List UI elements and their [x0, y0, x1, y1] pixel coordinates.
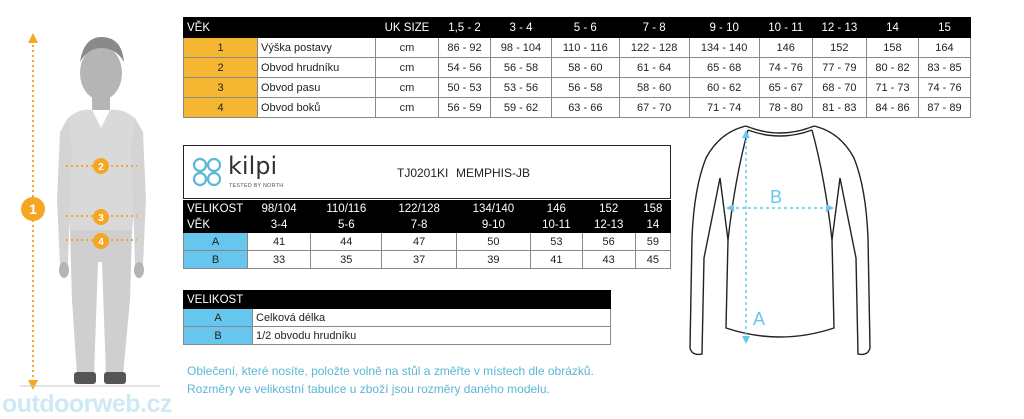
size-chart-row	[184, 38, 971, 58]
brand-tagline: TESTED BY NORTH	[229, 183, 284, 189]
height-arrow-bottom	[28, 380, 38, 390]
age-cell: 5-6	[311, 217, 382, 233]
cell: 35	[311, 251, 382, 269]
cell: 134 - 140	[689, 38, 759, 58]
cell: 56 - 58	[552, 78, 620, 98]
header-size: 12 - 13	[812, 18, 866, 38]
brand-name: kilpi	[228, 152, 278, 180]
header-vek: VĚK	[184, 18, 258, 38]
size-cell: 158	[635, 201, 670, 217]
cell: 67 - 70	[619, 98, 689, 118]
cell: 50 - 53	[439, 78, 491, 98]
size-cell: 110/116	[311, 201, 382, 217]
model-age-row	[184, 217, 671, 233]
model-row-a	[184, 233, 671, 251]
legend-row	[184, 327, 611, 345]
figure-pants	[70, 230, 132, 375]
legend-row	[184, 309, 611, 327]
cell: 164	[918, 38, 970, 58]
cell: 68 - 70	[812, 78, 866, 98]
cell: 59	[635, 233, 670, 251]
header-size: 15	[918, 18, 970, 38]
cell: 37	[382, 251, 456, 269]
cell: 54 - 56	[439, 58, 491, 78]
cell: 110 - 116	[552, 38, 620, 58]
age-cell: 7-8	[382, 217, 456, 233]
cell: 122 - 128	[619, 38, 689, 58]
cell: 158	[866, 38, 918, 58]
cell: 86 - 92	[439, 38, 491, 58]
watermark-logo: outdoorweb.cz	[2, 390, 172, 418]
cell: 59 - 62	[490, 98, 551, 118]
product-name: MEMPHIS-JB	[456, 166, 531, 180]
model-size-row	[184, 201, 671, 217]
cell: 50	[456, 233, 530, 251]
row-label: Obvod hrudníku	[258, 58, 376, 78]
size-cell: 98/104	[248, 201, 311, 217]
marker-3-label: 3	[98, 213, 104, 224]
figure-head	[80, 46, 122, 100]
cell: 71 - 73	[866, 78, 918, 98]
legend-header-row	[184, 291, 611, 309]
cell: 80 - 82	[866, 58, 918, 78]
measure-b-label: B	[770, 187, 783, 207]
model-row-b	[184, 251, 671, 269]
marker-2-label: 2	[98, 162, 104, 173]
shirt-diagram	[680, 118, 880, 368]
velikost-label: VELIKOST	[184, 201, 248, 217]
row-label: B	[184, 251, 248, 269]
cell: 58 - 60	[619, 78, 689, 98]
cell: 56	[582, 233, 635, 251]
size-chart-row	[184, 78, 971, 98]
row-unit: cm	[376, 58, 439, 78]
shirt-outline	[690, 126, 870, 354]
marker-4-label: 4	[98, 237, 104, 248]
cell: 71 - 74	[689, 98, 759, 118]
row-unit: cm	[376, 38, 439, 58]
header-size: 9 - 10	[689, 18, 759, 38]
note-line-1: Oblečení, které nosíte, položte volně na stůl a změřte v místech dle obrázků.	[187, 364, 594, 378]
size-cell: 152	[582, 201, 635, 217]
cell: 152	[812, 38, 866, 58]
cell: 41	[531, 251, 583, 269]
cell: 78 - 80	[759, 98, 812, 118]
age-cell: 12-13	[582, 217, 635, 233]
cell: 98 - 104	[490, 38, 551, 58]
row-number: 3	[184, 78, 258, 98]
row-number: 1	[184, 38, 258, 58]
kilpi-logo-icon	[190, 155, 224, 189]
row-label: Výška postavy	[258, 38, 376, 58]
cell: 61 - 64	[619, 58, 689, 78]
cell: 41	[248, 233, 311, 251]
size-chart-table	[183, 17, 971, 118]
header-blank	[258, 18, 376, 38]
cell: 63 - 66	[552, 98, 620, 118]
cell: 44	[311, 233, 382, 251]
cell: 43	[582, 251, 635, 269]
header-uk-size: UK SIZE	[376, 18, 439, 38]
cell: 65 - 68	[689, 58, 759, 78]
child-figure-diagram	[0, 0, 180, 418]
cell: 77 - 79	[812, 58, 866, 78]
legend-header: VELIKOST	[184, 291, 611, 309]
cell: 81 - 83	[812, 98, 866, 118]
size-cell: 122/128	[382, 201, 456, 217]
age-cell: 3-4	[248, 217, 311, 233]
row-unit: cm	[376, 78, 439, 98]
product-code: TJ0201KI	[397, 166, 449, 180]
size-chart-row	[184, 58, 971, 78]
row-label: Obvod boků	[258, 98, 376, 118]
row-unit: cm	[376, 98, 439, 118]
measure-a-label: A	[753, 309, 766, 329]
header-size: 5 - 6	[552, 18, 620, 38]
age-cell: 10-11	[531, 217, 583, 233]
legend-label: A	[184, 309, 253, 327]
cell: 33	[248, 251, 311, 269]
cell: 65 - 67	[759, 78, 812, 98]
cell: 39	[456, 251, 530, 269]
legend-label: B	[184, 327, 253, 345]
row-number: 2	[184, 58, 258, 78]
header-size: 1,5 - 2	[439, 18, 491, 38]
cell: 74 - 76	[759, 58, 812, 78]
size-chart-row	[184, 98, 971, 118]
row-label: Obvod pasu	[258, 78, 376, 98]
cell: 47	[382, 233, 456, 251]
vek-label: VĚK	[184, 217, 248, 233]
size-cell: 146	[531, 201, 583, 217]
cell: 56 - 58	[490, 58, 551, 78]
row-number: 4	[184, 98, 258, 118]
height-arrow-top	[28, 33, 38, 43]
cell: 60 - 62	[689, 78, 759, 98]
legend-desc: Celková délka	[253, 309, 611, 327]
age-cell: 9-10	[456, 217, 530, 233]
size-chart-header-row	[184, 18, 971, 38]
cell: 53 - 56	[490, 78, 551, 98]
measurement-legend-table	[183, 290, 611, 345]
row-label: A	[184, 233, 248, 251]
header-size: 3 - 4	[490, 18, 551, 38]
product-header-box	[183, 145, 671, 199]
cell: 84 - 86	[866, 98, 918, 118]
header-size: 7 - 8	[619, 18, 689, 38]
header-size: 14	[866, 18, 918, 38]
marker-1-label: 1	[29, 201, 37, 217]
cell: 45	[635, 251, 670, 269]
cell: 74 - 76	[918, 78, 970, 98]
header-size: 10 - 11	[759, 18, 812, 38]
cell: 83 - 85	[918, 58, 970, 78]
legend-desc: 1/2 obvodu hrudníku	[253, 327, 611, 345]
cell: 146	[759, 38, 812, 58]
model-size-table	[183, 200, 671, 269]
cell: 56 - 59	[439, 98, 491, 118]
size-cell: 134/140	[456, 201, 530, 217]
cell: 53	[531, 233, 583, 251]
cell: 58 - 60	[552, 58, 620, 78]
note-line-2: Rozměry ve velikostní tabulce u zboží jsou rozměry daného modelu.	[187, 382, 550, 396]
age-cell: 14	[635, 217, 670, 233]
cell: 87 - 89	[918, 98, 970, 118]
